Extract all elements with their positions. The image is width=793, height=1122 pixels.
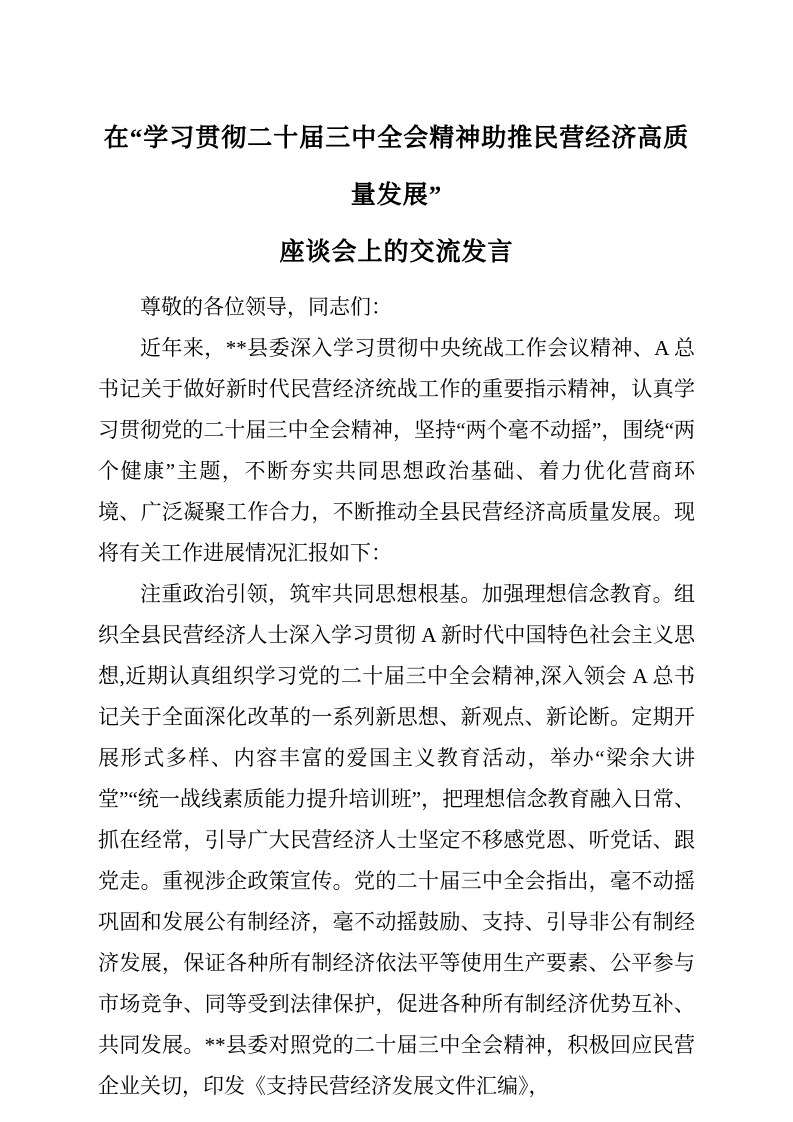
document-title-line-1: 在“学习贯彻二十届三中全会精神助推民营经济高质量发展”: [103, 125, 690, 209]
paragraph-political-guidance: 注重政治引领，筑牢共同思想根基。加强理想信念教育。组织全县民营经济人士深入学习贯彻 A 新时代中国特色社会主义思想,近期认真组织学习党的二十届三中全会精神,深入领会 A 总书记关于全面深化改革的一系列新思想、新观点、新论断。定期开展形式多样、内容丰富的爱国主义教育活动，举办“梁余大讲堂”“统一战线素质能力提升培训班”，把理想信念教育融入日常、抓在经常，引导广大民营经济人士坚定不移感党恩、听党话、跟党走。重视涉企政策宣传。党的二十届三中全会指出，毫不动摇巩固和发展公有制经济，毫不动摇鼓励、支持、引导非公有制经济发展，保证各种所有制经济依法平等使用生产要素、公平参与市场竞争、同等受到法律保护，促进各种所有制经济优势互补、共同发展。**县委对照党的二十届三中全会精神，积极回应民营企业关切，印发《支持民营经济发展文件汇编》，: [98, 582, 695, 1098]
document-title: [98, 110, 695, 281]
document-body: [98, 287, 695, 1107]
paragraph-greeting: 尊敬的各位领导，同志们：: [140, 295, 392, 319]
paragraph-intro: 近年来，**县委深入学习贯彻中央统战工作会议精神、A 总书记关于做好新时代民营经济统战工作的重要指示精神，认真学习贯彻党的二十届三中全会精神，坚持“两个毫不动摇”，围绕“两个健康”主题，不断夯实共同思想政治基础、着力优化营商环境、广泛凝聚工作合力，不断推动全县民营经济高质量发展。现将有关工作进展情况汇报如下：: [98, 336, 695, 565]
document-content: [0, 110, 793, 1107]
document-title-line-2: 座谈会上的交流发言: [279, 239, 514, 266]
